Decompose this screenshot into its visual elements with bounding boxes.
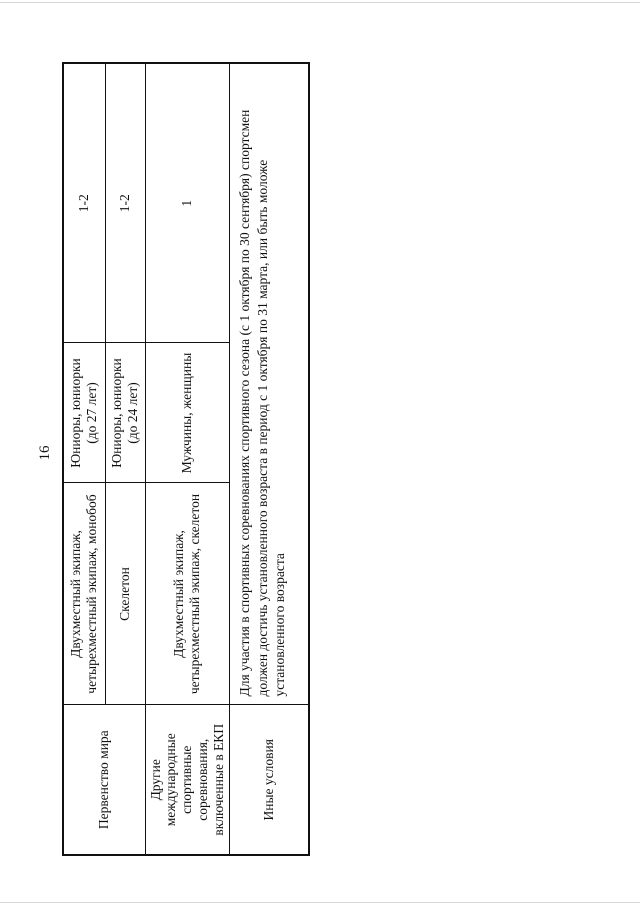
- age-group-cell: Юниоры, юниорки (до 27 лет): [63, 343, 105, 483]
- competition-cell: Другие международные спортивные соревнования, включенные в ЕКП: [145, 705, 230, 855]
- scan-edge-bottom: [0, 902, 640, 903]
- other-conditions-label: Иные условия: [230, 705, 309, 855]
- table-row: [63, 63, 105, 855]
- discipline-cell: Скелетон: [105, 483, 145, 705]
- rotated-table-container: [62, 64, 287, 856]
- scan-edge-top: [0, 2, 640, 3]
- competition-cell: Первенство мира: [63, 705, 145, 855]
- places-cell: 1-2: [63, 63, 105, 343]
- age-group-cell: Мужчины, женщины: [145, 343, 230, 483]
- table-row: [145, 63, 230, 855]
- page-number: 16: [37, 445, 53, 461]
- requirements-table: [62, 62, 310, 856]
- places-cell: 1: [145, 63, 230, 343]
- other-conditions-text: Для участия в спортивных соревнованиях спортивного сезона (с 1 октября по 30 сентября) спортсмен должен достичь установленного возраста в период с 1 октября по 31 марта, или быть моложе установленного возраста: [230, 63, 309, 705]
- places-cell: 1-2: [105, 63, 145, 343]
- age-group-cell: Юниоры, юниорки (до 24 лет): [105, 343, 145, 483]
- discipline-cell: Двухместный экипаж, четырехместный экипаж, скелетон: [145, 483, 230, 705]
- discipline-cell: Двухместный экипаж, четырехместный экипаж, монобоб: [63, 483, 105, 705]
- table-row: [230, 63, 309, 855]
